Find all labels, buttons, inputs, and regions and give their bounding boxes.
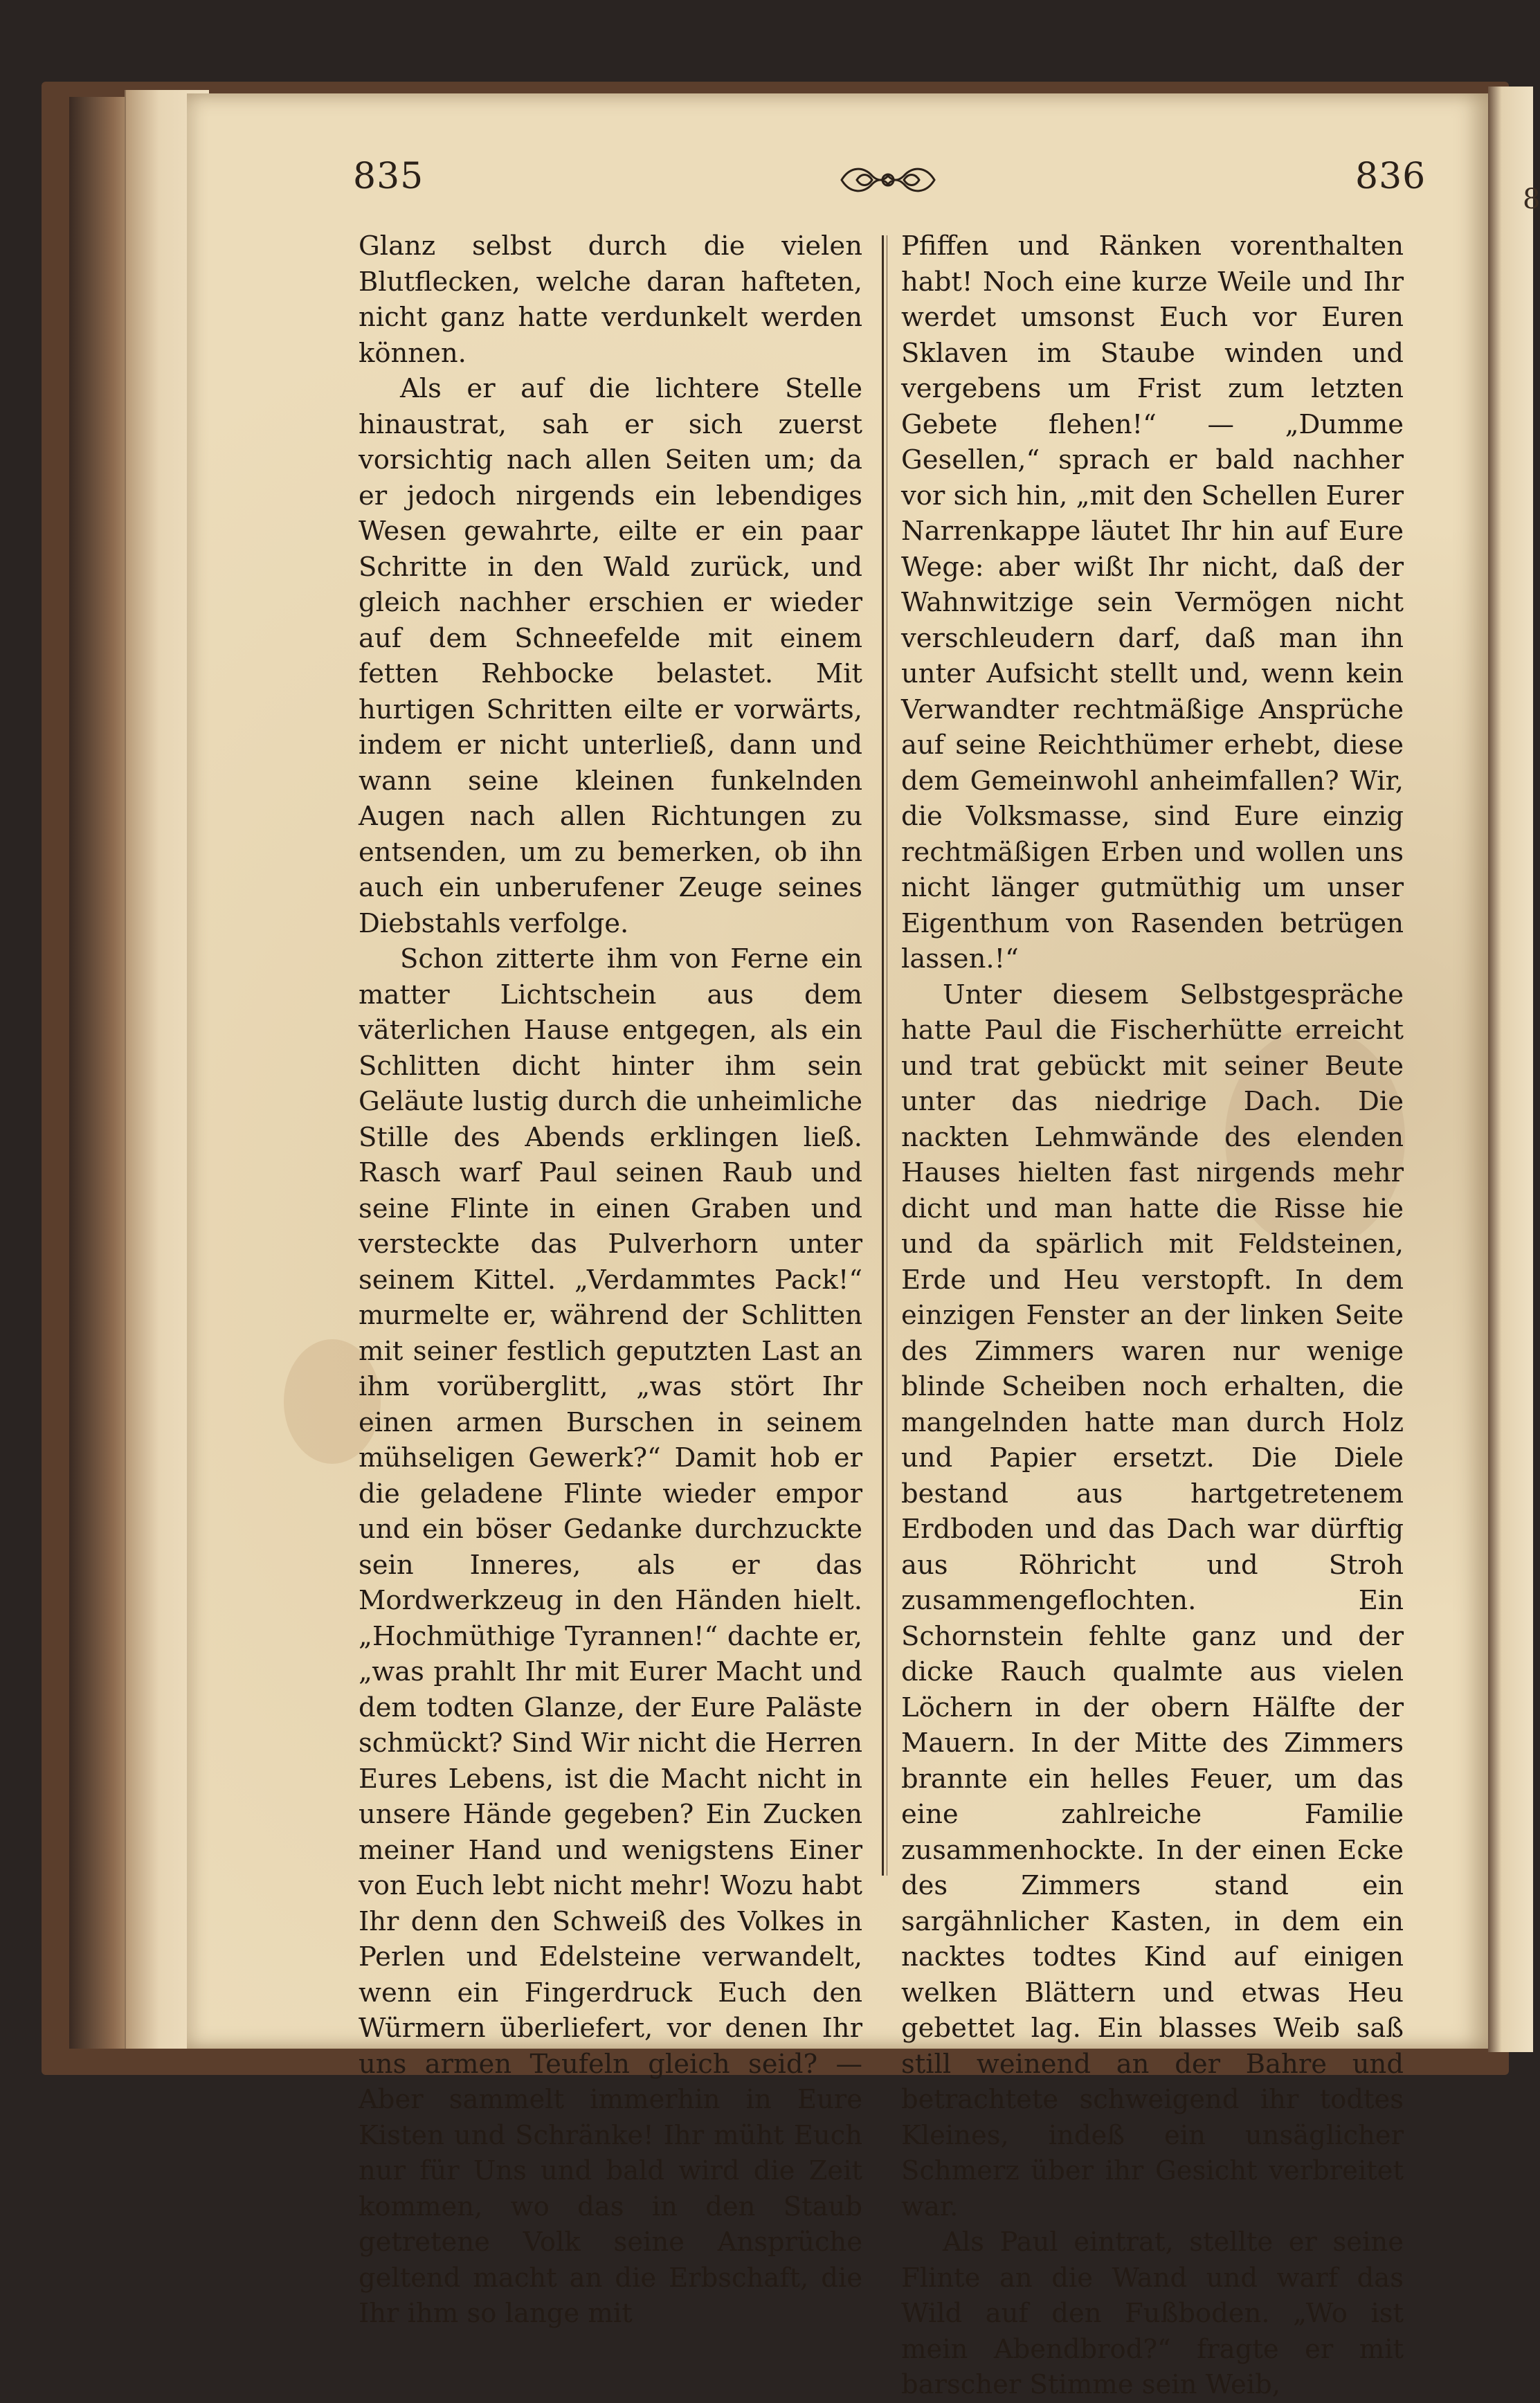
- paragraph: Unter diesem Selbstgespräche hatte Paul die Fischerhütte erreicht und trat gebückt mit seiner Beute unter das niedrige Dach. Die nackten Lehmwände des elenden Hauses hielten fast nirgends mehr dicht und man hatte die Risse hie und da spärlich mit Feldsteinen, Erde und Heu verstopft. In dem einzigen Fenster an der linken Seite des Zimmers waren nur wenige blinde Scheiben noch erhalten, die mangelnden hatte man durch Holz und Papier ersetzt. Die Diele bestand aus hartgetretenem Erdboden und das Dach war dürftig aus Röhricht und Stroh zusammengeflochten. Ein Schornstein fehlte ganz und der dicke Rauch qualmte aus vielen Löchern in der obern Hälfte der Mauern. In der Mitte des Zimmers brannte ein helles Feuer, um das eine zahlreiche Familie zusammenhockte. In der einen Ecke des Zimmers stand ein sargähnlicher Kasten, in dem ein nacktes todtes Kind auf einigen welken Blättern und etwas Heu gebettet lag. Ein blasses Weib saß still weinend an der Bahre und betrachtete schweigend ihr todtes Kleines, indeß ein unsäglicher Schmerz über ihr Gesicht verbreitet war.: [901, 979, 1404, 2222]
- paragraph: Schon zitterte ihm von Ferne ein matter Lichtschein aus dem väterlichen Hause entgegen, als ein Schlitten dicht hinter ihm sein Geläute lustig durch die unheimliche Stille des Abends erklingen ließ. Rasch warf Paul seinen Raub und seine Flinte in einen Graben und versteckte das Pulverhorn unter seinem Kittel. „Verdammtes Pack!“ murmelte er, während der Schlitten mit seiner festlich geputzten Last an ihm vorüberglitt, „was stört Ihr einen armen Burschen in seinem mühseligen Gewerk?“ Damit hob er die geladene Flinte wieder empor und ein böser Gedanke durchzuckte sein Inneres, als er das Mordwerkzeug in den Händen hielt. „Hochmüthige Tyrannen!“ dachte er, „was prahlt Ihr mit Eurer Macht und dem todten Glanze, der Eure Paläste schmückt? Sind Wir nicht die Herren Eures Lebens, ist die Macht nicht in unsere Hände gegeben? Ein Zucken meiner Hand und wenigstens Einer von Euch lebt nicht mehr! Wozu habt Ihr denn den Schweiß des Volkes in Perlen und Edelsteine verwandelt, wenn ein Fingerdruck Euch den Würmern überliefert, vor denen Ihr uns armen Teufeln gleich seid? — Aber sammelt immerhin in Eure Kisten und Schränke! Ihr müht Euch nur für Uns und bald wird die Zeit kommen, wo das in den Staub getretene Volk seine Ansprüche geltend macht an die Erbschaft, die Ihr ihm so lange mit: [359, 943, 862, 2329]
- paragraph: Als Paul eintrat, stellte er seine Flinte an die Wand und warf das Wild auf den Fußboden. „Wo ist mein Abendbrod?“ fragte er mit barscher Stimme sein Weib,: [901, 2227, 1404, 2400]
- next-page-glyph: 8: [1523, 183, 1540, 215]
- text-column-left: [359, 228, 862, 2332]
- column-divider: [882, 235, 884, 1876]
- paragraph: Glanz selbst durch die vielen Blutflecken, welche daran hafteten, nicht ganz hatte verdunkelt werden können.: [359, 230, 862, 369]
- text-column-right: [901, 228, 1404, 2403]
- page-number-right: 836: [1355, 156, 1426, 197]
- paragraph: Als er auf die lichtere Stelle hinaustrat, sah er sich zuerst vorsichtig nach allen Seiten um; da er jedoch nirgends ein lebendiges Wesen gewahrte, eilte er ein paar Schritte in den Wald zurück, und gleich nachher erschien er wieder auf dem Schneefelde mit einem fetten Rehbocke belastet. Mit hurtigen Schritten eilte er vorwärts, indem er nicht unterließ, dann und wann seine kleinen funkelnden Augen nach allen Richtungen zu entsenden, um zu bemerken, ob ihn auch ein unberufener Zeuge seines Diebstahls verfolge.: [359, 373, 862, 939]
- page-number-left: 835: [353, 156, 424, 197]
- next-page-sliver: [1488, 87, 1533, 2052]
- decorative-vignette-icon: [836, 161, 940, 199]
- paragraph: Pfiffen und Ränken vorenthalten habt! Noch eine kurze Weile und Ihr werdet umsonst Euch vor Euren Sklaven im Staube winden und vergebens um Frist zum letzten Gebete flehen!“ — „Dumme Gesellen,“ sprach er bald nachher vor sich hin, „mit den Schellen Eurer Narrenkappe läutet Ihr hin auf Eure Wege: aber wißt Ihr nicht, daß der Wahnwitzige sein Vermögen nicht verschleudern darf, daß man ihn unter Aufsicht stellt und, wenn kein Verwandter rechtmäßige Ansprüche auf seine Reichthümer erhebt, diese dem Gemeinwohl anheimfallen? Wir, die Volksmasse, sind Eure einzig rechtmäßigen Erben und wollen uns nicht länger gutmüthig um unser Eigenthum von Rasenden betrügen lassen.!“: [901, 230, 1404, 974]
